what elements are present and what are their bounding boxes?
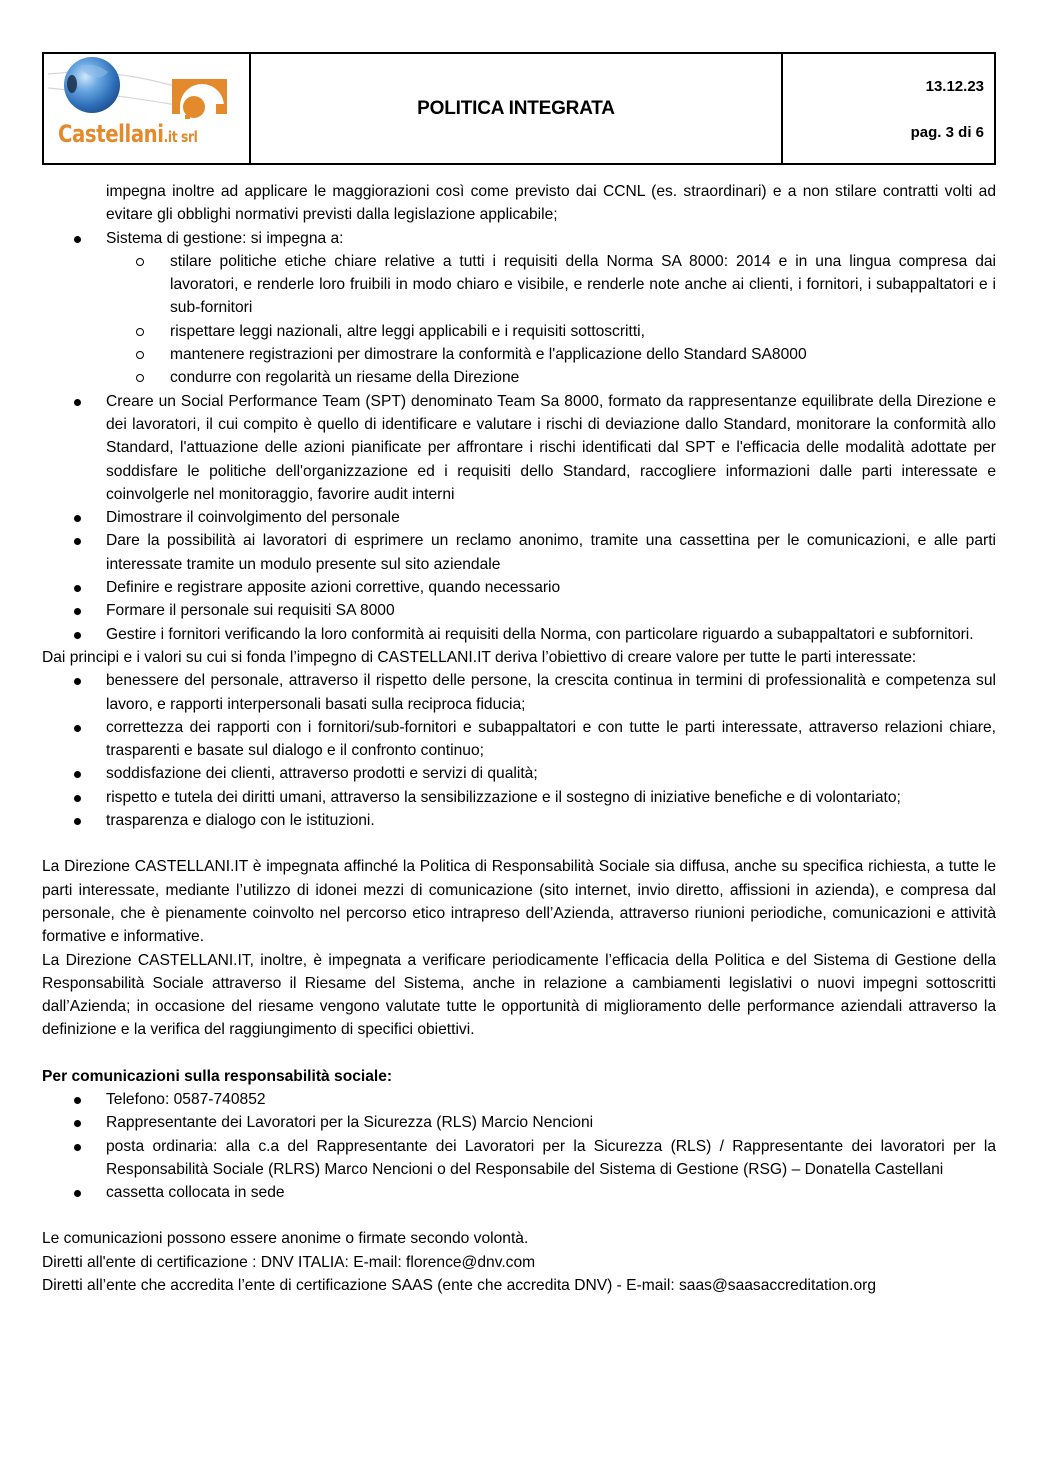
list-item [42,762,996,785]
list-item-text: trasparenza e dialogo con le istituzioni. [106,812,375,830]
bullet-icon [72,390,82,413]
list-item [42,1111,996,1134]
bullet-icon [72,227,82,250]
hollow-bullet-icon [136,320,144,344]
values-intro-paragraph: Dai principi e i valori su cui si fonda l’impegno di CASTELLANI.IT deriva l’obiettivo di creare valore per tutte le parti interessate: [42,648,917,666]
list-item [42,390,996,506]
bullet-icon [72,1135,82,1158]
list-item [42,1135,996,1182]
bullet-icon [72,716,82,739]
bullet-icon [72,762,82,785]
list-item [42,529,996,576]
company-logo-text [58,120,197,148]
rls-contact: Rappresentante dei Lavoratori per la Sicurezza (RLS) Marcio Nencioni [106,1114,594,1132]
logo-brand-suffix: .it srl [163,128,198,146]
contacts-heading: Per comunicazioni sulla responsabilità sociale: [42,1067,393,1085]
meta-cell [783,54,994,163]
list-item-text: Dare la possibilità ai lavoratori di esprimere un reclamo anonimo, tramite una cassettina per le comunicazioni, e alle parti interessate tramite un modulo presente sul sito aziendale [106,532,996,573]
logo-brand-name: Castellani [58,120,164,148]
document-body [42,180,996,1297]
bullet-icon [72,1111,82,1134]
document-date: 13.12.23 [925,78,984,95]
sublist-item-text: stilare politiche etiche chiare relative a tutti i requisiti della Norma SA 8000: 2014 e in una lingua compresa dai lavoratori, e renderle loro fruibili in modo chiaro e visibile, e renderle note anche ai clienti, i fornitori, i subappaltatori e i sub-fornitori [170,252,996,317]
list-item [42,669,996,716]
commitments-list [42,227,996,646]
bullet-icon [72,623,82,646]
sublist-item [106,366,996,389]
list-item [42,786,996,809]
page-number: pag. 3 di 6 [910,124,984,141]
sublist-item [106,343,996,366]
sublist-item-text: condurre con regolarità un riesame della Direzione [170,369,520,387]
sublist-item [106,320,996,343]
spacer [42,1204,996,1227]
bullet-icon [72,1088,82,1111]
list-item-text: soddisfazione dei clienti, attraverso prodotti e servizi di qualità; [106,765,538,783]
contacts-list [42,1088,996,1204]
list-item [42,623,996,646]
list-item-text: Creare un Social Performance Team (SPT) denominato Team Sa 8000, formato da rappresentanze equilibrate della Direzione e dei lavoratori, il cui compito è quello di identificare e valutare i rischi di deviazione dallo Standard, monitorare la conformità allo Standard, l'attuazione delle azioni pianificate per affrontare i rischi identificati dal SPT e l'efficacia delle modalità adottate per soddisfare le politiche dell'organizzazione ed i requisiti dello Standard, raccogliere informazioni dalle parti interessate e coinvolgerle nel monitoraggio, favorire audit interni [106,392,996,503]
list-item-text: Formare il personale sui requisiti SA 8000 [106,602,395,620]
mail-contact: posta ordinaria: alla c.a del Rappresentante dei Lavoratori per la Sicurezza (RLS) / Rappresentante dei lavoratori per la Responsabilità Sociale (RLRS) Marco Nencioni o del Responsabile del Sistema di Gestione (RSG) – Donatella Castellani [106,1137,996,1178]
management-system-sublist [106,250,996,390]
list-item-text: Dimostrare il coinvolgimento del personale [106,509,400,527]
bullet-icon [72,669,82,692]
direction-paragraph-2: La Direzione CASTELLANI.IT, inoltre, è impegnata a verificare periodicamente l’efficacia della Politica e del Sistema di Gestione della Responsabilità Sociale attraverso il Riesame del Sistema, anche in relazione a cambiamenti legislativi o nuovi impegni sottoscritti dall’Azienda; in occasione del riesame vengono valutate tutte le opportunità di miglioramento delle performance aziendali attraverso la definizione e la verifica del raggiungimento di specifici obiettivi. [42,951,996,1039]
bullet-icon [72,809,82,832]
bullet-icon [72,1181,82,1204]
list-item-text: benessere del personale, attraverso il rispetto delle persone, la crescita continua in termini di professionalità e competenza sul lavoro, e rapporti interpersonali basati sulla reciproca fiducia; [106,672,996,713]
bullet-icon [72,576,82,599]
bullet-icon [72,529,82,552]
hollow-bullet-icon [136,366,144,390]
closing-line-certification-body: Diretti all'ente di certificazione : DNV ITALIA: E-mail: florence@dnv.com [42,1253,536,1271]
list-item [42,227,996,390]
closing-line-accreditation-body: Diretti all’ente che accredita l’ente di certificazione SAAS (ente che accredita DNV) - E-mail: saas@saasaccreditation.org [42,1277,877,1295]
list-item-text: correttezza dei rapporti con i fornitori/sub-fornitori e subappaltatori e con tutte le parti interessate, attraverso relazioni chiare, trasparenti e basate sul dialogo e il confronto continuo; [106,718,996,760]
hollow-bullet-icon [136,250,144,274]
closing-line-anonymous: Le comunicazioni possono essere anonime o firmate secondo volontà. [42,1230,529,1248]
sublist-item [106,250,996,320]
list-item [42,716,996,763]
list-item-text: Gestire i fornitori verificando la loro conformità ai requisiti della Norma, con particolare riguardo a subappaltatori e subfornitori. [106,625,974,643]
list-item [42,506,996,529]
list-item [42,576,996,599]
direction-paragraph-1: La Direzione CASTELLANI.IT è impegnata affinché la Politica di Responsabilità Sociale sia diffusa, anche su specifica richiesta, a tutte le parti interessate, mediante l’utilizzo di idonei mezzi di comunicazione (sito internet, invio diretto, affissioni in azienda), e compresa dal personale, che è pienamente coinvolto nel percorso etico intrapreso dell’Azienda, attraverso riunioni periodiche, comunicazioni e attività formative e informative. [42,858,996,946]
list-item [42,599,996,622]
title-cell [251,54,783,163]
spacer [42,1042,996,1065]
sublist-item-text: mantenere registrazioni per dimostrare la conformità e l'applicazione dello Standard SA8000 [170,346,807,364]
document-title: POLITICA INTEGRATA [417,97,615,119]
bullet-icon [72,786,82,809]
bullet-icon [72,599,82,622]
continuation-paragraph: impegna inoltre ad applicare le maggiorazioni così come previsto dai CCNL (es. straordinari) e a non stilare contratti volti ad evitare gli obblighi normativi previsti dalla legislazione applicabile; [106,183,996,224]
values-list [42,669,996,832]
list-item-text: rispetto e tutela dei diritti umani, attraverso la sensibilizzazione e il sostegno di iniziative benefiche e di volontariato; [106,788,901,806]
list-item-text: Sistema di gestione: si impegna a: [106,229,344,247]
hollow-bullet-icon [136,343,144,367]
logo-cell [44,54,251,163]
list-item [42,809,996,832]
box-contact: cassetta collocata in sede [106,1184,285,1202]
list-item [42,1181,996,1204]
phone-contact: Telefono: 0587-740852 [106,1090,266,1108]
spacer [42,832,996,855]
document-header [42,52,996,165]
bullet-icon [72,506,82,529]
list-item-text: Definire e registrare apposite azioni correttive, quando necessario [106,579,561,597]
sublist-item-text: rispettare leggi nazionali, altre leggi applicabili e i requisiti sottoscritti, [170,322,645,340]
list-item [42,1088,996,1111]
